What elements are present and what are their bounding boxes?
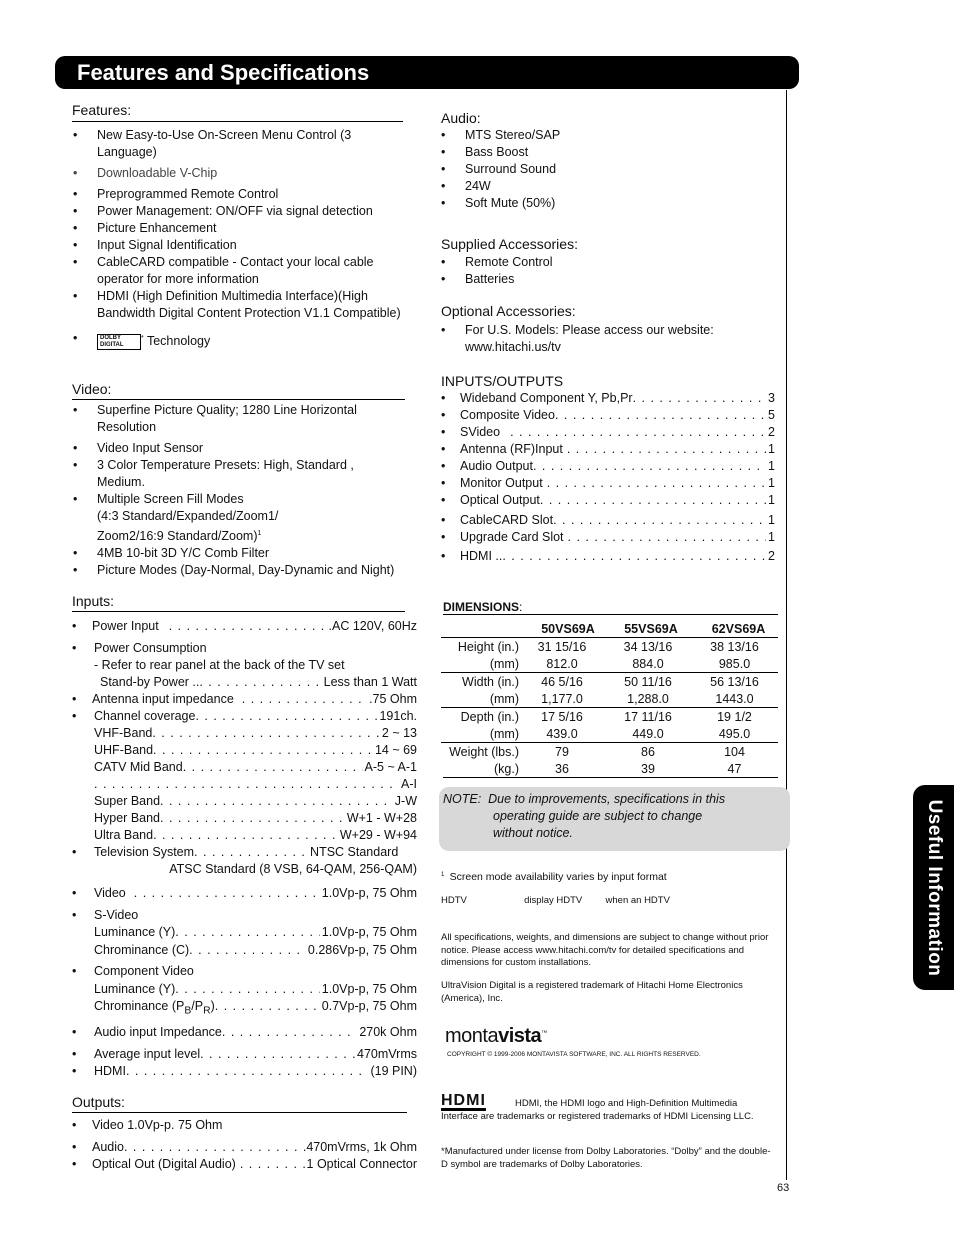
- side-tab-label: Useful Information: [923, 799, 945, 976]
- column-divider: [786, 90, 787, 1180]
- spec-row: Optical Out (Digital Audio) . . . 1 Optical Connector: [92, 1156, 417, 1173]
- legal-specs: All specifications, weights, and dimensions are subject to change without prior notice. Please access www.hitachi.com/tv for detailed specifications and dimensions for custom installations.: [441, 932, 769, 968]
- dimensions-heading: DIMENSIONS:: [443, 600, 523, 614]
- list-item: • Video Input Sensor: [73, 440, 418, 457]
- spec-row: CableCARD Slot . . . 1: [460, 512, 775, 529]
- spec-row: Antenna input impedance . . . .75 Ohm: [92, 691, 417, 708]
- table-header: 55VS69A: [624, 621, 678, 636]
- footnote-hdtv: HDTV display HDTV when an HDTV: [441, 895, 670, 906]
- inputs-specs: • Power Input . . . .AC 120V, 60Hz • Power Consumption - Refer to rear panel at the back of the TV set Stand-by Power .. . . . Less than 1 Watt • Antenna input impedance . . . .75 Ohm • Channel coverage . . . 191ch. VHF-Band . . . 2 ~ 13 UHF-Band . . . 14 ~ 69 CATV Mid Band . . . A-5 ~ A-1 . . . A-I Super Band . . . J-W Hyper Band . . . W+1 - W+28 Ultra Band . . . W+29 - W+94 • Television System . . . NTSC Standard ATSC Standard (8 VSB, 64-QAM, 256-QAM) • Video . . . 1.0Vp-p, 75 Ohm • S-Video Luminance (Y) . . . 1.0Vp-p, 75 Ohm Chrominance (C) . . . 0.286Vp-p, 75 Ohm • Component Video Luminance (Y) . . . 1.0Vp-p, 75 Ohm Chrominance $(P_B/P_R)$ . . . 0.7Vp-p, 75 Ohm • Audio input Impedance . . . 270k Ohm • Average input level . . . 470mVrms • HDMI . . . (19 PIN): [72, 618, 417, 1080]
- page-number: 63: [777, 1182, 790, 1194]
- optional-heading: Optional Accessories:: [441, 303, 576, 319]
- list-item: • 4MB 10-bit 3D Y/C Comb Filter: [73, 545, 418, 562]
- footnote-1: $^1$ Screen mode availability varies by input format: [441, 871, 667, 884]
- legal-ultravision: UltraVision Digital is a registered trademark of Hitachi Home Electronics (America), Inc.: [441, 980, 743, 1004]
- spec-row: Super Band . . . J-W: [72, 793, 417, 810]
- supplied-list: [441, 254, 771, 288]
- video-heading: Video:: [72, 381, 112, 397]
- spec-row: Stand-by Power .. . . . Less than 1 Watt: [72, 674, 417, 691]
- dolby-trademark: *Manufactured under license from Dolby Laboratories. “Dolby” and the double-D symbol are trademarks of Dolby Laboratories.: [441, 1146, 771, 1170]
- list-item: • 3 Color Temperature Presets: High, Standard , Medium.: [73, 457, 418, 491]
- list-item: • New Easy-to-Use On-Screen Menu Control (3 Language): [73, 127, 403, 161]
- list-item: • Remote Control: [441, 254, 771, 271]
- spec-row: . . . A-I: [72, 776, 417, 793]
- table-row: Width (in.) 46 5/16 50 11/16 56 13/16: [441, 673, 778, 691]
- inputs-heading: Inputs:: [72, 593, 115, 609]
- table-row: (mm) 812.0 884.0 985.0: [489, 656, 751, 671]
- spec-row: Optical Output . . . 1: [460, 492, 775, 509]
- outputs-specs: • Video 1.0Vp-p. 75 Ohm • Audio . . . .470mVrms, 1k Ohm • Optical Out (Digital Audio) . . . 1 Optical Connector: [72, 1117, 417, 1173]
- list-item: • Surround Sound: [441, 161, 771, 178]
- spec-row: VHF-Band . . . 2 ~ 13: [72, 725, 417, 742]
- spec-row: Antenna (RF)Input . . . 1: [460, 441, 775, 458]
- spec-row: CATV Mid Band . . . A-5 ~ A-1: [72, 759, 417, 776]
- spec-label: Component Video: [94, 964, 194, 978]
- fill-modes-detail: Zoom2/16:9 Standard/Zoom): [97, 529, 258, 544]
- spec-row: Channel coverage . . . 191ch.: [94, 708, 417, 725]
- features-list: [73, 127, 403, 350]
- spec-row: Average input level . . . 470mVrms: [94, 1046, 417, 1063]
- montavista-logo: montavista™: [445, 1025, 547, 1047]
- list-item: • Picture Enhancement: [73, 220, 403, 237]
- table-header: 50VS69A: [541, 621, 595, 636]
- list-item: • Soft Mute (50%): [441, 195, 771, 212]
- spec-row: Power Input . . . .AC 120V, 60Hz: [92, 618, 417, 635]
- spec-row: SVideo . . . 2: [460, 424, 775, 441]
- table-row: Weight (lbs.) 79 86 104: [441, 743, 778, 761]
- list-item: • CableCARD compatible - Contact your local cable operator for more information: [73, 254, 403, 288]
- spec-row: Luminance (Y) . . . 1.0Vp-p, 75 Ohm: [72, 924, 417, 941]
- outputs-rule: [72, 1112, 407, 1113]
- audio-list: [441, 127, 771, 212]
- video-list: [73, 402, 418, 579]
- list-item: • Power Management: ON/OFF via signal detection: [73, 203, 403, 220]
- features-rule: [72, 121, 403, 122]
- list-item: • 24W: [441, 178, 771, 195]
- spec-note: - Refer to rear panel at the back of the TV set: [94, 658, 345, 672]
- table-row: Depth (in.) 17 5/16 17 11/16 19 1/2: [441, 708, 778, 726]
- spec-row: Composite Video . . . 5: [460, 407, 775, 424]
- montavista-copyright: COPYRIGHT © 1999-2006 MONTAVISTA SOFTWARE, INC. ALL RIGHTS RESERVED.: [447, 1051, 701, 1058]
- spec-row: Upgrade Card Slot . . . 1: [460, 529, 775, 546]
- spec-row: Wideband Component Y, Pb,Pr . . . 3: [460, 390, 775, 407]
- list-item: • Input Signal Identification: [73, 237, 403, 254]
- spec-note: ATSC Standard (8 VSB, 64-QAM, 256-QAM): [169, 862, 417, 876]
- spec-row: Luminance (Y) . . . 1.0Vp-p, 75 Ohm: [72, 981, 417, 998]
- spec-row: Chrominance $(P_B/P_R)$ . . . 0.7Vp-p, 75 Ohm: [72, 998, 417, 1020]
- dolby-logo: DOLBY DIGITAL: [97, 334, 141, 350]
- outputs-heading: Outputs:: [72, 1094, 125, 1110]
- spec-row: Audio input Impedance . . . 270k Ohm: [94, 1024, 417, 1041]
- dimensions-rule-bottom: [443, 777, 778, 778]
- table-header: 62VS69A: [711, 621, 766, 636]
- list-item: • Bass Boost: [441, 144, 771, 161]
- video-rule: [72, 399, 405, 400]
- io-heading: INPUTS/OUTPUTS: [441, 373, 564, 389]
- dimensions-rule-top: [443, 614, 778, 615]
- table-row: (mm) 439.0 449.0 495.0: [489, 726, 751, 741]
- list-item: • Preprogrammed Remote Control: [73, 186, 403, 203]
- table-row: (mm) 1,177.0 1,288.0 1443.0: [489, 691, 754, 706]
- dolby-suffix: Technology: [146, 334, 211, 349]
- spec-row: Hyper Band . . . W+1 - W+28: [72, 810, 417, 827]
- list-item: • Downloadable V-Chip: [73, 165, 403, 182]
- hdmi-trademark: HDMI, the HDMI logo and High-Definition Multimedia Interface are trademarks or registered trademarks of HDMI Licensing LLC.: [441, 1098, 754, 1122]
- spec-row: Chrominance (C) . . . 0.286Vp-p, 75 Ohm: [72, 942, 417, 959]
- spec-row: Audio . . . .470mVrms, 1k Ohm: [92, 1139, 417, 1156]
- spec-row: Ultra Band . . . W+29 - W+94: [72, 827, 417, 844]
- io-list: • Wideband Component Y, Pb,Pr . . . 3 • Composite Video . . . 5 • SVideo . . . 2 • Antenna (RF)Input . . . 1 • Audio Output . . . 1 • Monitor Output . . . 1 • Optical Output . . . 1 • CableCARD Slot . . . 1 • Upgrade Card Slot . . . 1 • HDMI .. . . . 2: [441, 390, 775, 565]
- inputs-rule: [72, 611, 405, 612]
- list-item: • HDMI (High Definition Multimedia Interface)(High Bandwidth Digital Content Protection V1.1 Compatible): [73, 288, 403, 322]
- optional-list: [441, 322, 741, 356]
- list-item: • Multiple Screen Fill Modes (4:3 Standard/Expanded/Zoom1/ Zoom2/16:9 Standard/Zoom)$^1$: [73, 491, 418, 545]
- spec-row: Television System . . . NTSC Standard: [94, 844, 417, 861]
- spec-row: Monitor Output . . . 1: [460, 475, 775, 492]
- note-text: NOTE: Due to improvements, specifications in this operating guide are subject to change without notice.: [443, 792, 726, 840]
- audio-heading: Audio:: [441, 110, 481, 126]
- spec-row: Video . . . 1.0Vp-p, 75 Ohm: [94, 885, 417, 902]
- fill-modes-detail: (4:3 Standard/Expanded/Zoom1/: [97, 509, 279, 523]
- list-item: • DOLBY DIGITAL* Technology: [73, 330, 403, 350]
- list-item: • For U.S. Models: Please access our website: www.hitachi.us/tv: [441, 322, 741, 356]
- page-title: Features and Specifications: [55, 56, 799, 89]
- hdmi-logo: HDMI: [441, 1092, 486, 1109]
- fill-modes-label: Multiple Screen Fill Modes: [97, 492, 244, 506]
- dimensions-table: [441, 620, 778, 777]
- spec-label: S-Video: [94, 908, 139, 922]
- list-item: • Picture Modes (Day-Normal, Day-Dynamic and Night): [73, 562, 418, 579]
- list-item: • Batteries: [441, 271, 771, 288]
- spec-row: Audio Output . . . 1: [460, 458, 775, 475]
- spec-row: HDMI .. . . . 2: [460, 548, 775, 565]
- list-item: • MTS Stereo/SAP: [441, 127, 771, 144]
- list-item: • Superfine Picture Quality; 1280 Line Horizontal Resolution: [73, 402, 418, 436]
- features-heading: Features:: [72, 102, 132, 118]
- spec-label: Power Consumption: [94, 641, 207, 655]
- supplied-heading: Supplied Accessories:: [441, 236, 578, 252]
- spec-row: HDMI . . . (19 PIN): [94, 1063, 417, 1080]
- table-header-row: [441, 620, 778, 638]
- table-row: (kg.) 36 39 47: [494, 761, 742, 776]
- spec-label: Video 1.0Vp-p. 75 Ohm: [92, 1118, 223, 1132]
- side-tab: [913, 785, 954, 990]
- table-row: Height (in.) 31 15/16 34 13/16 38 13/16: [441, 638, 778, 656]
- spec-row: UHF-Band . . . 14 ~ 69: [72, 742, 417, 759]
